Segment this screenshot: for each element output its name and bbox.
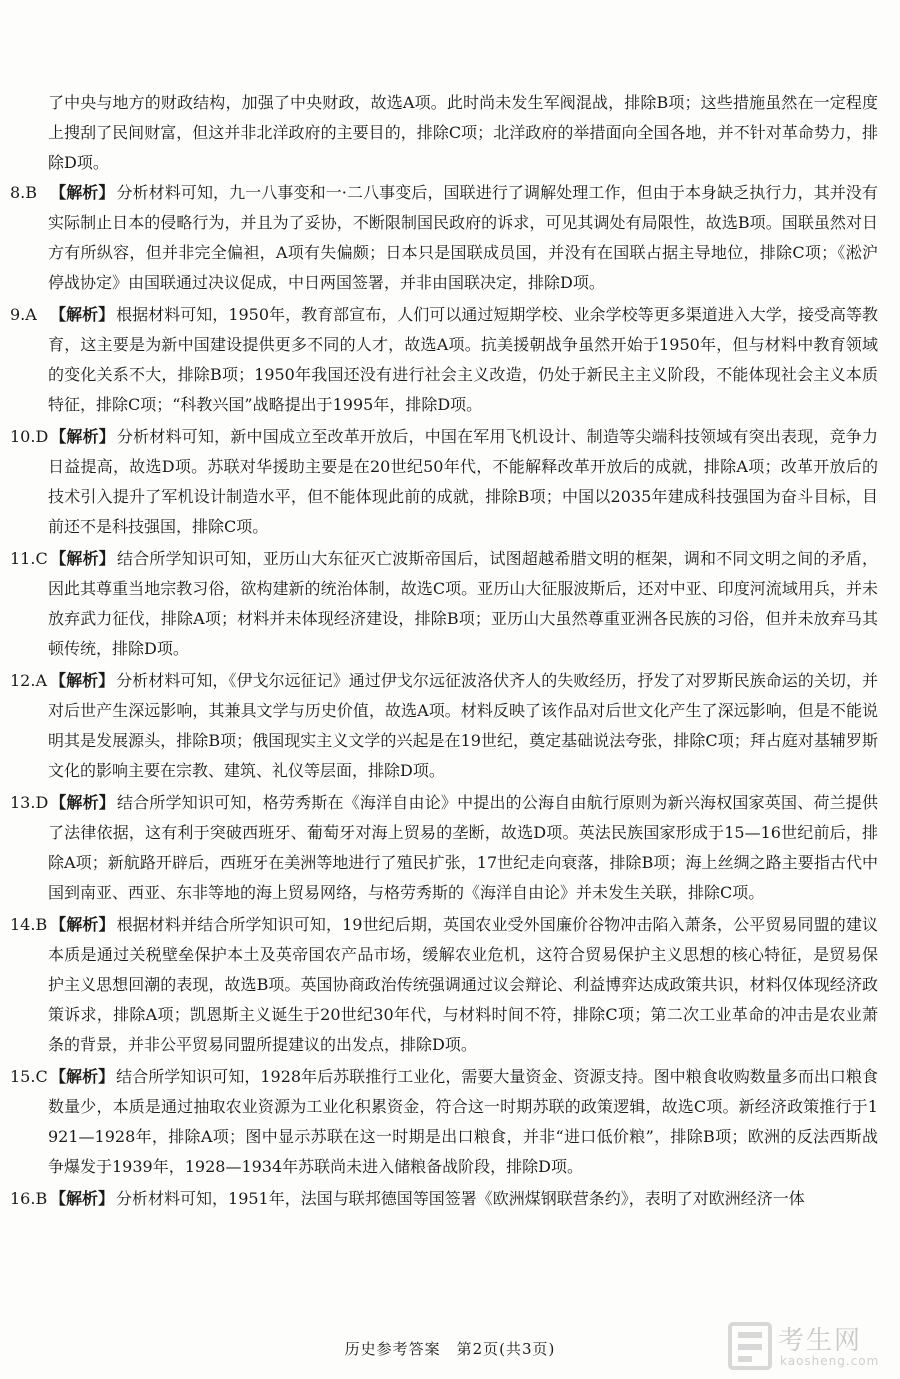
answer-item <box>10 666 878 786</box>
answer-text: 分析材料可知，《伊戈尔远征记》通过伊戈尔远征波洛伏齐人的失败经历，抒发了对罗斯民族命运的关切，并对后世产生深远影响，其兼具文学与历史价值，故选A项。材料反映了该作品对后世文化产生了深远影响，但是不能说明其是发展源头，排除B项；俄国现实主义文学的兴起是在19世纪，奠定基础说法夸张，排除C项；拜占庭对基辅罗斯文化的影响主要在宗教、建筑、礼仪等层面，排除D项。 <box>48 671 878 780</box>
page-footer: 历史参考答案 第2页(共3页) <box>344 1340 556 1358</box>
answer-list <box>10 178 878 1214</box>
watermark-logo-icon <box>728 1322 772 1370</box>
answer-text: 结合所学知识可知，1928年后苏联推行工业化，需要大量资金、资源支持。图中粮食收购数量多而出口粮食数量少，本质是通过抽取农业资源为工业化积累资金，符合这一时期苏联的政策逻辑，故选C项。新经济政策推行于1921—1928年，排除A项；图中显示苏联在这一时期是出口粮食，并非“进口低价粮”，排除B项；欧洲的反法西斯战争爆发于1939年，1928—1934年苏联尚未进入储粮备战阶段，排除D项。 <box>48 1067 878 1176</box>
analysis-tag: 【解析】 <box>50 915 115 934</box>
answer-number: 15.C <box>10 1067 48 1086</box>
answer-item <box>10 910 878 1060</box>
analysis-tag: 【解析】 <box>50 793 115 812</box>
analysis-tag: 【解析】 <box>50 183 115 202</box>
analysis-tag: 【解析】 <box>50 671 115 690</box>
analysis-tag: 【解析】 <box>50 305 115 324</box>
analysis-tag: 【解析】 <box>50 1067 115 1086</box>
answer-text: 分析材料可知，九一八事变和一·二八事变后，国联进行了调解处理工作，但由于本身缺乏执行力，其并没有实际制止日本的侵略行为，并且为了妥协，不断限制国民政府的诉求，可见其调处有局限性，故选B项。国联虽然对日方有所纵容，但并非完全偏袒，A项有失偏颇；日本只是国联成员国，并没有在国联占据主导地位，排除C项；《淞沪停战协定》由国联通过决议促成，中日两国签署，并非由国联决定，排除D项。 <box>48 183 878 292</box>
answer-number: 16.B <box>10 1189 48 1208</box>
answer-number: 12.A <box>10 671 47 690</box>
answer-content <box>10 88 878 1214</box>
analysis-tag: 【解析】 <box>50 1189 115 1208</box>
answer-text: 结合所学知识可知，格劳秀斯在《海洋自由论》中提出的公海自由航行原则为新兴海权国家英国、荷兰提供了法律依据，这有利于突破西班牙、葡萄牙对海上贸易的垄断，故选D项。英法民族国家形成于15—16世纪前后，排除A项；新航路开辟后，西班牙在美洲等地进行了殖民扩张，17世纪走向衰落，排除B项；海上丝绸之路主要指古代中国到南亚、西亚、东非等地的海上贸易网络，与格劳秀斯的《海洋自由论》并未发生关联，排除C项。 <box>48 793 878 902</box>
answer-number: 10.D <box>10 427 49 446</box>
answer-number: 14.B <box>10 915 48 934</box>
answer-item <box>10 788 878 908</box>
answer-text: 分析材料可知，1951年，法国与联邦德国等国签署《欧洲煤钢联营条约》，表明了对欧洲经济一体 <box>116 1189 805 1208</box>
answer-number: 9.A <box>10 305 37 324</box>
answer-number: 8.B <box>10 183 38 202</box>
answer-item <box>10 300 878 420</box>
watermark-en: kaosheng.com <box>780 1354 880 1368</box>
watermark <box>728 1318 888 1374</box>
answer-item <box>10 422 878 542</box>
analysis-tag: 【解析】 <box>50 549 115 568</box>
answer-text: 结合所学知识可知，亚历山大东征灭亡波斯帝国后，试图超越希腊文明的框架，调和不同文明之间的矛盾，因此其尊重当地宗教习俗，欲构建新的统治体制，故选C项。亚历山大征服波斯后，还对中亚、印度河流域用兵，并未放弃武力征伐，排除A项；材料并未体现经济建设，排除B项；亚历山大虽然尊重亚洲各民族的习俗，但并未放弃马其顿传统，排除D项。 <box>48 549 878 658</box>
answer-number: 13.D <box>10 793 49 812</box>
answer-text: 分析材料可知，新中国成立至改革开放后，中国在军用飞机设计、制造等尖端科技领域有突出表现，竞争力日益提高，故选D项。苏联对华援助主要是在20世纪50年代，不能解释改革开放后的成就，排除A项；改革开放后的技术引入提升了军机设计制造水平，但不能体现此前的成就，排除B项；中国以2035年建成科技强国为奋斗目标，目前还不是科技强国，排除C项。 <box>48 427 878 536</box>
watermark-cn: 考生网 <box>778 1326 863 1356</box>
analysis-tag: 【解析】 <box>50 427 115 446</box>
continuation-paragraph: 了中央与地方的财政结构，加强了中央财政，故选A项。此时尚未发生军阀混战，排除B项；这些措施虽然在一定程度上搜刮了民间财富，但这并非北洋政府的主要目的，排除C项；北洋政府的举措面向全国各地，并不针对革命势力，排除D项。 <box>48 93 878 172</box>
answer-text: 根据材料并结合所学知识可知，19世纪后期，英国农业受外国廉价谷物冲击陷入萧条，公平贸易同盟的建议本质是通过关税壁垒保护本土及英帝国农产品市场，缓解农业危机，这符合贸易保护主义思想的核心特征，是贸易保护主义思想回潮的表现，故选B项。英国协商政治传统强调通过议会辩论、利益博弈达成政策共识，材料仅体现经济政策诉求，排除A项；凯恩斯主义诞生于20世纪30年代，与材料时间不符，排除C项；第二次工业革命的冲击是农业萧条的背景，并非公平贸易同盟所提建议的出发点，排除D项。 <box>48 915 878 1054</box>
answer-item <box>10 544 878 664</box>
answer-number: 11.C <box>10 549 48 568</box>
answer-item <box>10 1062 878 1182</box>
answer-item <box>10 178 878 298</box>
answer-text: 根据材料可知，1950年，教育部宣布，人们可以通过短期学校、业余学校等更多渠道进入大学，接受高等教育，这主要是为新中国建设提供更多不同的人才，故选A项。抗美援朝战争虽然开始于1950年，但与材料中教育领域的变化关系不大，排除B项；1950年我国还没有进行社会主义改造，仍处于新民主主义阶段，不能体现社会主义本质特征，排除C项；“科教兴国”战略提出于1995年，排除D项。 <box>48 305 878 414</box>
answer-item <box>10 1184 878 1214</box>
